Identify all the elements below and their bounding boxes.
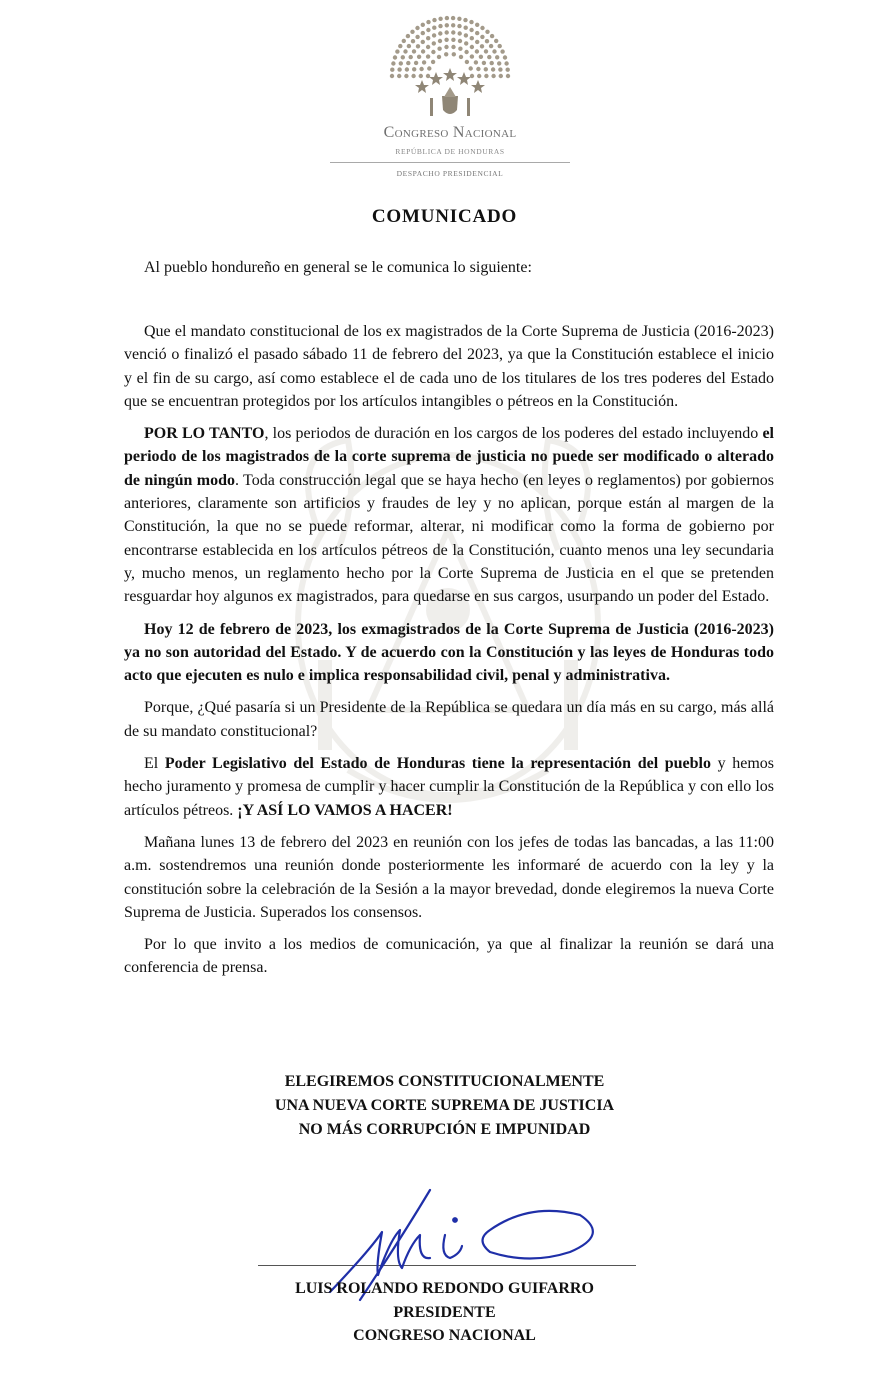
paragraph-6: Mañana lunes 13 de febrero del 2023 en reunión con los jefes de todas las bancadas, a las 11:00 a.m. sostendremos una reunión donde posteriormente les informaré de acuerdo con la ley y la constitución sobre la celebración de la Sesión a la mayor brevedad, donde elegiremos la nueva Corte Suprema de Justicia. Superados los consensos. [124, 833, 774, 921]
emblem-seat-dot [403, 49, 407, 53]
emblem-seat-dot [421, 40, 425, 44]
emblem-seat-dot [426, 20, 430, 24]
bold-span: POR LO TANTO [144, 425, 265, 443]
emblem-seat-dot [464, 33, 468, 37]
emblem-seat-dot [391, 61, 395, 65]
letterhead-divider [330, 162, 570, 163]
emblem-seat-dot [419, 74, 423, 78]
emblem-seat-dot [432, 41, 436, 45]
signer-title: PRESIDENTE [393, 1303, 496, 1321]
emblem-seat-dot [498, 67, 502, 71]
emblem-seat-dot [487, 55, 491, 59]
emblem-seat-dot [444, 38, 448, 42]
emblem-seat-dot [484, 74, 488, 78]
emblem-seat-dot [438, 17, 442, 21]
org-name: Congreso Nacional [383, 124, 517, 141]
emblem-seat-dot [475, 40, 479, 44]
emblem-seat-dot [485, 30, 489, 34]
bold-span: Poder Legislativo del Estado de Honduras tiene la representación del pueblo [164, 755, 711, 773]
text-span: y hemos hecho juramento y promesa de cumplir y hacer cumplir la Constitución de la República y con ello los artículos pétreos. [124, 755, 774, 819]
text-span: El [144, 755, 165, 773]
emblem-seat-dot [395, 49, 399, 53]
emblem-seat-dot [405, 67, 409, 71]
closing-line: ELEGIREMOS CONSTITUCIONALMENTE [284, 1073, 605, 1090]
office-label: DESPACHO PRESIDENCIAL [396, 169, 504, 178]
emblem-seat-dot [437, 55, 441, 59]
emblem-seat-dot [474, 60, 478, 64]
org-subtitle: REPÚBLICA DE HONDURAS [395, 147, 505, 156]
emblem-seat-dot [451, 38, 455, 42]
emblem-seat-dot [416, 44, 420, 48]
emblem-seat-dot [452, 52, 456, 56]
document-title: COMUNICADO [371, 206, 518, 227]
emblem-seat-dot [451, 23, 455, 27]
emblem-seat-dot [457, 17, 461, 21]
emblem-seat-dot [470, 36, 474, 40]
emblem-seat-dot [500, 49, 504, 53]
emblem-seat-dot [401, 55, 405, 59]
emblem-seat-dot [503, 55, 507, 59]
emblem-seat-dot [457, 24, 461, 28]
emblem-seat-dot [412, 49, 416, 53]
emblem-seat-dot [390, 68, 394, 72]
congress-emblem-icon [360, 14, 540, 124]
emblem-seat-dot [451, 16, 455, 20]
emblem-seat-dot [397, 67, 401, 71]
emblem-seat-dot [463, 18, 467, 22]
closing-line: UNA NUEVA CORTE SUPREMA DE JUSTICIA [274, 1097, 615, 1114]
emblem-seat-dot [411, 39, 415, 43]
emblem-seat-dot [390, 74, 394, 78]
emblem-seat-dot [399, 61, 403, 65]
emblem-seat-dot [406, 61, 410, 65]
emblem-seat-dot [479, 55, 483, 59]
paragraph-2 [124, 422, 774, 608]
emblem-seat-dot [426, 36, 430, 40]
emblem-seat-dot [426, 28, 430, 32]
bold-span: ¡Y ASÍ LO VAMOS A HACER! [237, 801, 453, 819]
letterhead [330, 14, 570, 178]
emblem-seat-dot [465, 60, 469, 64]
emblem-seat-dot [470, 74, 474, 78]
emblem-seat-dot [421, 23, 425, 27]
emblem-seat-dot [397, 74, 401, 78]
emblem-seat-dot [491, 74, 495, 78]
paragraph-7: Por lo que invito a los medios de comunicación, ya que al finalizar la reunión se dará una conferencia de prensa. [124, 936, 774, 977]
emblem-seat-dot [432, 26, 436, 30]
emblem-seat-dot [444, 45, 448, 49]
emblem-seat-dot [414, 61, 418, 65]
emblem-seat-dot [499, 74, 503, 78]
paragraph-4: Porque, ¿Qué pasaría si un Presidente de la República se quedara un día más en su cargo, más allá de su mandato constitucional? [124, 699, 774, 740]
emblem-seat-dot [438, 39, 442, 43]
emblem-seat-dot [445, 23, 449, 27]
emblem-seat-dot [490, 34, 494, 38]
emblem-seat-dot [480, 35, 484, 39]
emblem-seat-dot [476, 67, 480, 71]
emblem-seat-dot [495, 55, 499, 59]
bold-span: el periodo de los magistrados de la corte suprema de justicia no puede ser modificado o alterado de ningún modo [124, 425, 774, 489]
emblem-seat-dot [469, 28, 473, 32]
emblem-seat-dot [437, 47, 441, 51]
document-body [124, 320, 774, 989]
emblem-seat-dot [445, 16, 449, 20]
emblem-seat-dot [415, 26, 419, 30]
emblem-seat-dot [504, 61, 508, 65]
emblem-seat-dot [438, 24, 442, 28]
emblem-seat-dot [475, 31, 479, 35]
closing-line: NO MÁS CORRUPCIÓN E IMPUNIDAD [298, 1121, 591, 1138]
emblem-seat-dot [393, 55, 397, 59]
emblem-seat-dot [506, 68, 510, 72]
emblem-seat-dot [489, 44, 493, 48]
emblem-seat-dot [506, 74, 510, 78]
emblem-seat-dot [432, 18, 436, 22]
greeting: Al pueblo hondureño en general se le comunica lo siguiente: [144, 259, 532, 276]
emblem-seat-dot [411, 74, 415, 78]
emblem-seat-dot [484, 49, 488, 53]
emblem-seat-dot [407, 44, 411, 48]
emblem-seat-dot [497, 61, 501, 65]
closing-slogan [0, 1070, 889, 1142]
emblem-seat-dot [492, 49, 496, 53]
emblem-seat-dot [469, 66, 473, 70]
emblem-seat-dot [398, 44, 402, 48]
emblem-seat-dot [404, 74, 408, 78]
emblem-seat-dot [475, 49, 479, 53]
emblem-seat-dot [426, 45, 430, 49]
emblem-seat-dot [491, 67, 495, 71]
emblem-seat-dot [464, 26, 468, 30]
emblem-seat-dot [482, 61, 486, 65]
emblem-seat-dot [458, 39, 462, 43]
emblem-seat-dot [410, 30, 414, 34]
emblem-seat-dot [417, 55, 421, 59]
emblem-seat-dot [464, 50, 468, 54]
emblem-seat-dot [415, 35, 419, 39]
paragraph-1: Que el mandato constitucional de los ex magistrados de la Corte Suprema de Justicia (2016-2023) venció o finalizó el pasado sábado 11 de febrero del 2023, ya que la Constitución establece el inicio y el fin de su cargo, así como establece el de cada uno de los titulares de los tres poderes del Estado que se encuentran protegidos por los artículos intangibles o pétreos en la Constitución. [124, 323, 774, 410]
emblem-seat-dot [406, 34, 410, 38]
bold-span: Hoy 12 de febrero de 2023, los exmagistrados de la Corte Suprema de Justicia (2016-2023) ya no son autoridad del Estado. Y de acuerdo con la Constitución y las leyes de Honduras todo acto que ejecuten es nulo e implica responsabilidad civil, penal y administrativa. [124, 620, 774, 685]
emblem-seat-dot [459, 55, 463, 59]
emblem-seat-dot [470, 54, 474, 58]
emblem-seat-dot [464, 41, 468, 45]
emblem-seat-dot [419, 67, 423, 71]
text-span: . Toda construcción legal que se haya hecho (en leyes o reglamentos) por gobiernos anteriores, claramente son artificios y fraudes de ley y no aplican, porque están al margen de la Constitución, la que no se puede reformar, alterar, ni modificar como la forma de gobierno por encontrarse establecida en los artículos pétreos de la Constitución, cuanto menos una ley secundaria y, mucho menos, un reglamento hecho por la Corte Suprema de Justicia en el que se pretenden resguardar hoy algunos ex magistrados, para quedarse en sus cargos, usurpando un poder del Estado. [124, 471, 775, 606]
emblem-seat-dot [409, 55, 413, 59]
emblem-seat-dot [469, 20, 473, 24]
emblem-seat-dot [498, 44, 502, 48]
emblem-seat-dot [438, 31, 442, 35]
emblem-seat-dot [431, 50, 435, 54]
emblem-seat-dot [402, 39, 406, 43]
paragraph-3 [124, 618, 774, 688]
emblem-seat-dot [451, 30, 455, 34]
emblem-seat-dot [421, 31, 425, 35]
emblem-seat-dot [426, 74, 430, 78]
emblem-seat-dot [427, 66, 431, 70]
emblem-seat-dot [444, 52, 448, 56]
emblem-seat-dot [458, 31, 462, 35]
emblem-seat-dot [431, 60, 435, 64]
emblem-seat-dot [484, 67, 488, 71]
emblem-seat-dot [421, 49, 425, 53]
text-span: , los periodos de duración en los cargos de los poderes del estado incluyendo [264, 425, 763, 443]
emblem-seat-dot [422, 60, 426, 64]
paragraph-5 [124, 752, 774, 822]
emblem-seat-dot [477, 74, 481, 78]
emblem-seat-dot [412, 67, 416, 71]
emblem-seat-dot [490, 61, 494, 65]
signer-name: LUIS ROLANDO REDONDO GUIFARRO [295, 1280, 594, 1297]
emblem-seat-dot [480, 44, 484, 48]
emblem-seat-dot [470, 45, 474, 49]
emblem-seat-dot [445, 30, 449, 34]
emblem-seat-dot [480, 26, 484, 30]
signer-institution: CONGRESO NACIONAL [353, 1327, 536, 1344]
emblem-seat-dot [494, 39, 498, 43]
emblem-seat-dot [475, 23, 479, 27]
emblem-seat-dot [432, 33, 436, 37]
emblem-seat-dot [485, 39, 489, 43]
signer-block [0, 1277, 889, 1348]
emblem-seat-dot [458, 47, 462, 51]
emblem-seat-dot [426, 54, 430, 58]
emblem-seat-dot [451, 45, 455, 49]
